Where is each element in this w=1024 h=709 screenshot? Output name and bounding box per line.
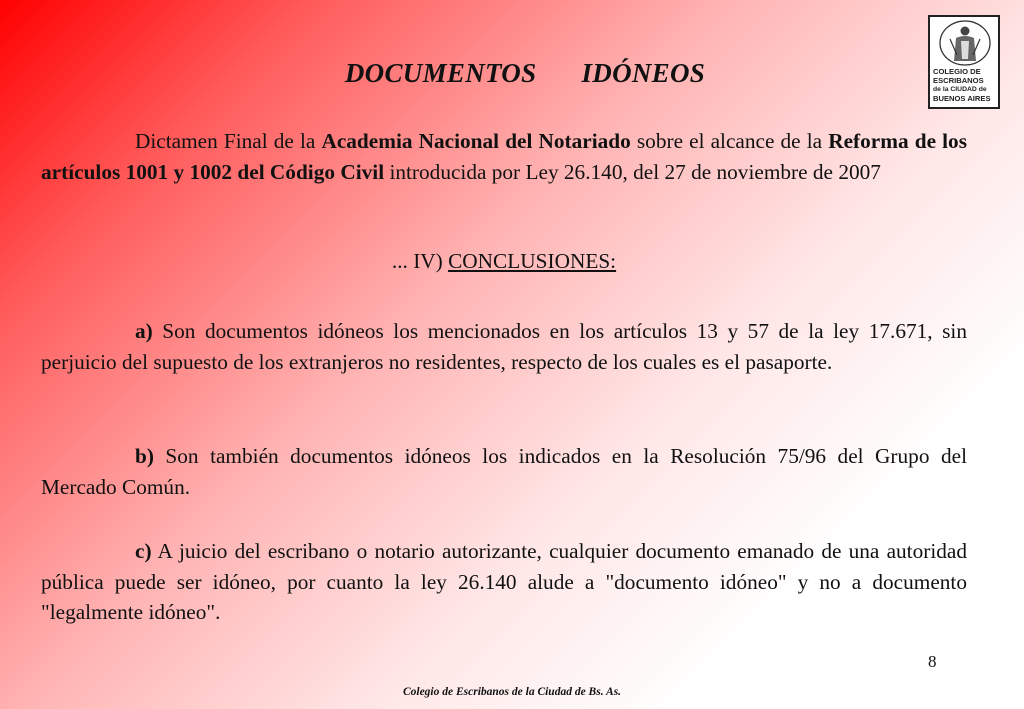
title-word-idoneos: IDÓNEOS	[581, 58, 706, 88]
intro-text-2: sobre el alcance de la	[630, 129, 829, 153]
conclusions-prefix: ... IV)	[391, 249, 449, 273]
logo-line-1: COLEGIO DE	[933, 67, 981, 76]
intro-reforma: Reforma de los artículos 1001 y 1002 del Código Civil	[41, 129, 967, 184]
logo-line-2: ESCRIBANOS	[933, 76, 984, 85]
conclusions-heading	[0, 249, 1008, 274]
colegio-logo	[928, 15, 1000, 109]
label-a: a)	[135, 319, 153, 343]
page-title	[0, 58, 1024, 89]
paragraph-a	[41, 316, 967, 377]
text-c: A juicio del escribano o notario autorizante, cualquier documento emanado de una autoridad pública puede ser idóneo, por cuanto la ley 26.140 alude a "documento idóneo" y no a documento "legalmente idóneo".	[41, 539, 967, 624]
text-a: Son documentos idóneos los mencionados en los artículos 13 y 57 de la ley 17.671, sin perjuicio del supuesto de los extranjeros no residentes, respecto de los cuales es el pasaporte.	[41, 319, 967, 374]
paragraph-c	[41, 536, 967, 628]
notary-figure-icon	[937, 19, 993, 67]
logo-line-3: de la CIUDAD de	[933, 86, 987, 93]
intro-paragraph	[41, 126, 967, 187]
intro-text-3: introducida por Ley 26.140, del 27 de noviembre de 2007	[384, 159, 881, 184]
text-b: Son también documentos idóneos los indicados en la Resolución 75/96 del Grupo del Mercado Común.	[41, 444, 967, 499]
footer-text: Colegio de Escribanos de la Ciudad de Bs. As.	[402, 686, 622, 698]
intro-academia: Academia Nacional del Notariado	[321, 129, 631, 153]
label-c: c)	[135, 539, 152, 563]
label-b: b)	[135, 444, 154, 468]
page-number: 8	[928, 652, 937, 671]
conclusions-title: CONCLUSIONES:	[448, 249, 617, 273]
logo-line-4: BUENOS AIRES	[933, 94, 991, 103]
intro-text-1: Dictamen Final de la	[135, 129, 322, 153]
paragraph-b	[41, 441, 967, 502]
title-word-documentos: DOCUMENTOS	[344, 58, 537, 88]
